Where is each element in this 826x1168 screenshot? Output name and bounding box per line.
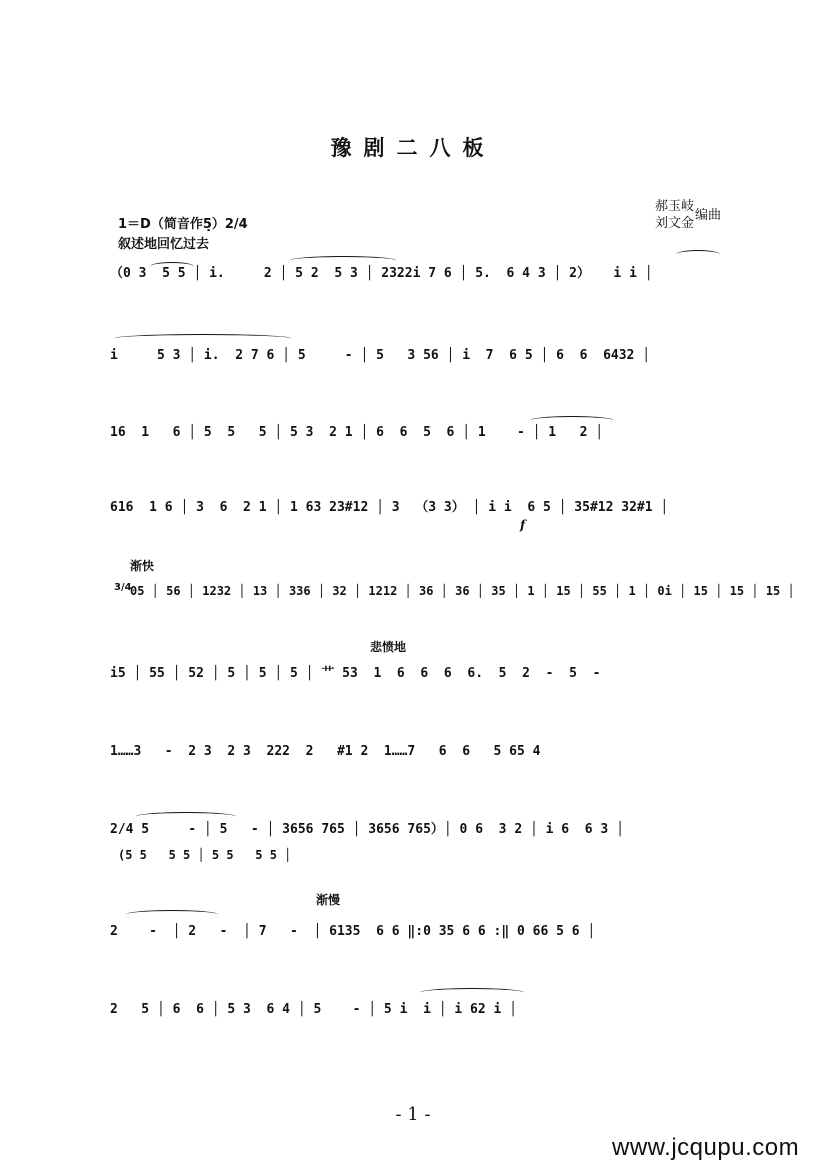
composer-name-1: 郝玉岐 — [655, 199, 695, 214]
composer-role: 编曲 — [695, 207, 722, 223]
composer-names — [655, 198, 694, 232]
score-line-3: 16 1 6 │ 5 5 5 │ 5 3 2 1 │ 6 6 5 6 │ 1 - │ 1 2 │ — [110, 425, 604, 440]
site-watermark: www.jcqupu.com — [612, 1134, 800, 1161]
page-number: - 1 - — [395, 1104, 431, 1125]
score-line-6: i5 │ 55 │ 52 │ 5 │ 5 │ 5 │ 艹 53 1 6 6 6 6. 5 2 - 5 - — [110, 666, 601, 681]
score-line-1: （0 3 5 5 │ i. 2 │ 5 2 5 3 │ 2322i 7 6 │ 5. 6 4 3 │ 2） i i │ — [110, 266, 653, 281]
ritardando-marking: 渐慢 — [316, 893, 341, 907]
time-change-marking: 3/4 — [114, 582, 132, 593]
emotion-marking: 悲愤地 — [370, 640, 407, 654]
score-line-5: 05 │ 56 │ 1232 │ 13 │ 336 │ 32 │ 1212 │ 36 │ 36 │ 35 │ 1 │ 15 │ 55 │ 1 │ 0i │ 15 │ 15 │ 15 │ — [130, 584, 795, 598]
slur — [676, 250, 720, 259]
page-title: 豫剧二八板 — [330, 135, 496, 160]
score-subline: (5 5 5 5 │ 5 5 5 5 │ — [118, 848, 292, 862]
slur — [114, 334, 292, 343]
slur — [290, 256, 396, 265]
score-line-10: 2 5 │ 6 6 │ 5 3 6 4 │ 5 - │ 5 i i │ i 62 i │ — [110, 1002, 517, 1017]
key-signature: 1＝D（简音作5̣）2/4 — [118, 217, 248, 232]
mood-marking: 叙述地回忆过去 — [118, 237, 210, 252]
accelerando-marking: 渐快 — [130, 559, 155, 573]
composer-name-2: 刘文金 — [655, 216, 695, 231]
slur — [126, 910, 218, 919]
slur — [150, 262, 194, 271]
dynamic-marking: f — [520, 518, 526, 532]
score-line-2: i 5 3 │ i. 2 7 6 │ 5 - │ 5 3 56 │ i 7 6 5 │ 6 6 6432 │ — [110, 348, 651, 363]
composer-credit — [655, 198, 721, 232]
score-line-9: 2 - │ 2 - │ 7 - │ 6135 6 6 ‖:0 35 6 6 :‖ 0 66 5 6 │ — [110, 924, 596, 939]
score-line-7: 1……3 - 2 3 2 3 222 2 #1 2 1……7 6 6 5 65 4 — [110, 744, 541, 759]
slur — [136, 812, 236, 821]
score-line-8: 2/4 5 - │ 5 - │ 3656 765 │ 3656 765）│ 0 6 3 2 │ i 6 6 3 │ — [110, 822, 624, 837]
slur — [530, 416, 614, 425]
score-line-4: 616 1 6 │ 3 6 2 1 │ 1 63 23#12 │ 3 （3 3） │ i i 6 5 │ 35#12 32#1 │ — [110, 500, 669, 515]
slur — [420, 988, 524, 997]
